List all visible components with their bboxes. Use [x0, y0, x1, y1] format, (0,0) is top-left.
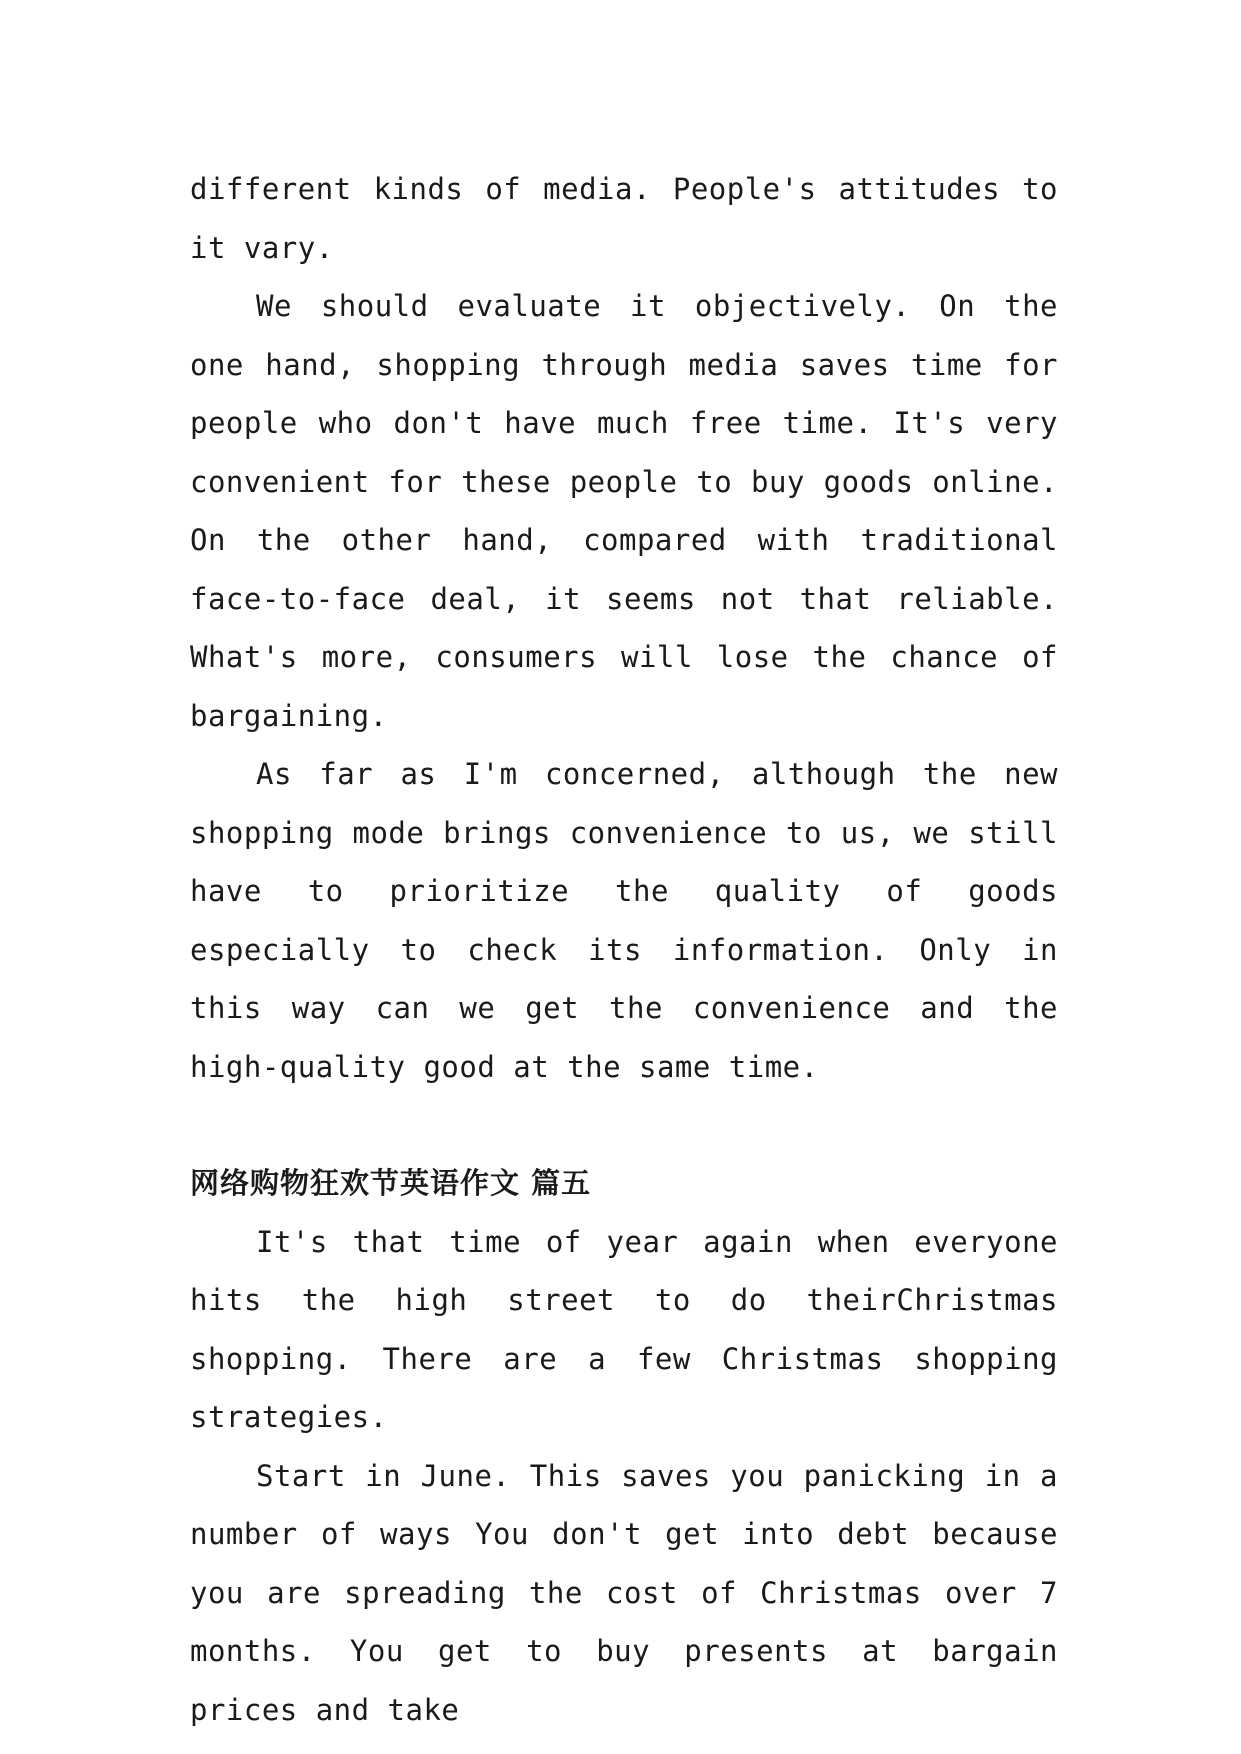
paragraph-media-intro: different kinds of media. People's attitudes to it vary. — [190, 172, 1058, 265]
document-body — [190, 160, 1058, 1739]
section-heading: 网络购物狂欢节英语作文 篇五 — [190, 1166, 592, 1200]
paragraph-christmas-shopping: It's that time of year again when everyone hits the high street to do theirChristmas shopping. There are a few Christmas shopping strategies. — [190, 1224, 1058, 1434]
paragraph-start-in-june: Start in June. This saves you panicking in a number of ways You don't get into debt because you are spreading the cost of Christmas over 7 months. You get to buy presents at bargain prices and take — [190, 1458, 1058, 1727]
paragraph-evaluate-objectively: We should evaluate it objectively. On the one hand, shopping through media saves time for people who don't have much free time. It's very convenient for these people to buy goods online. On the other hand, compared with traditional face-to-face deal, it seems not that reliable. What's more, consumers will lose the chance of bargaining. — [190, 289, 1058, 733]
paragraph-conclusion: As far as I'm concerned, although the new shopping mode brings convenience to us, we still have to prioritize the quality of goods especially to check its information. Only in this way can we get the convenience and the high-quality good at the same time. — [190, 757, 1058, 1084]
